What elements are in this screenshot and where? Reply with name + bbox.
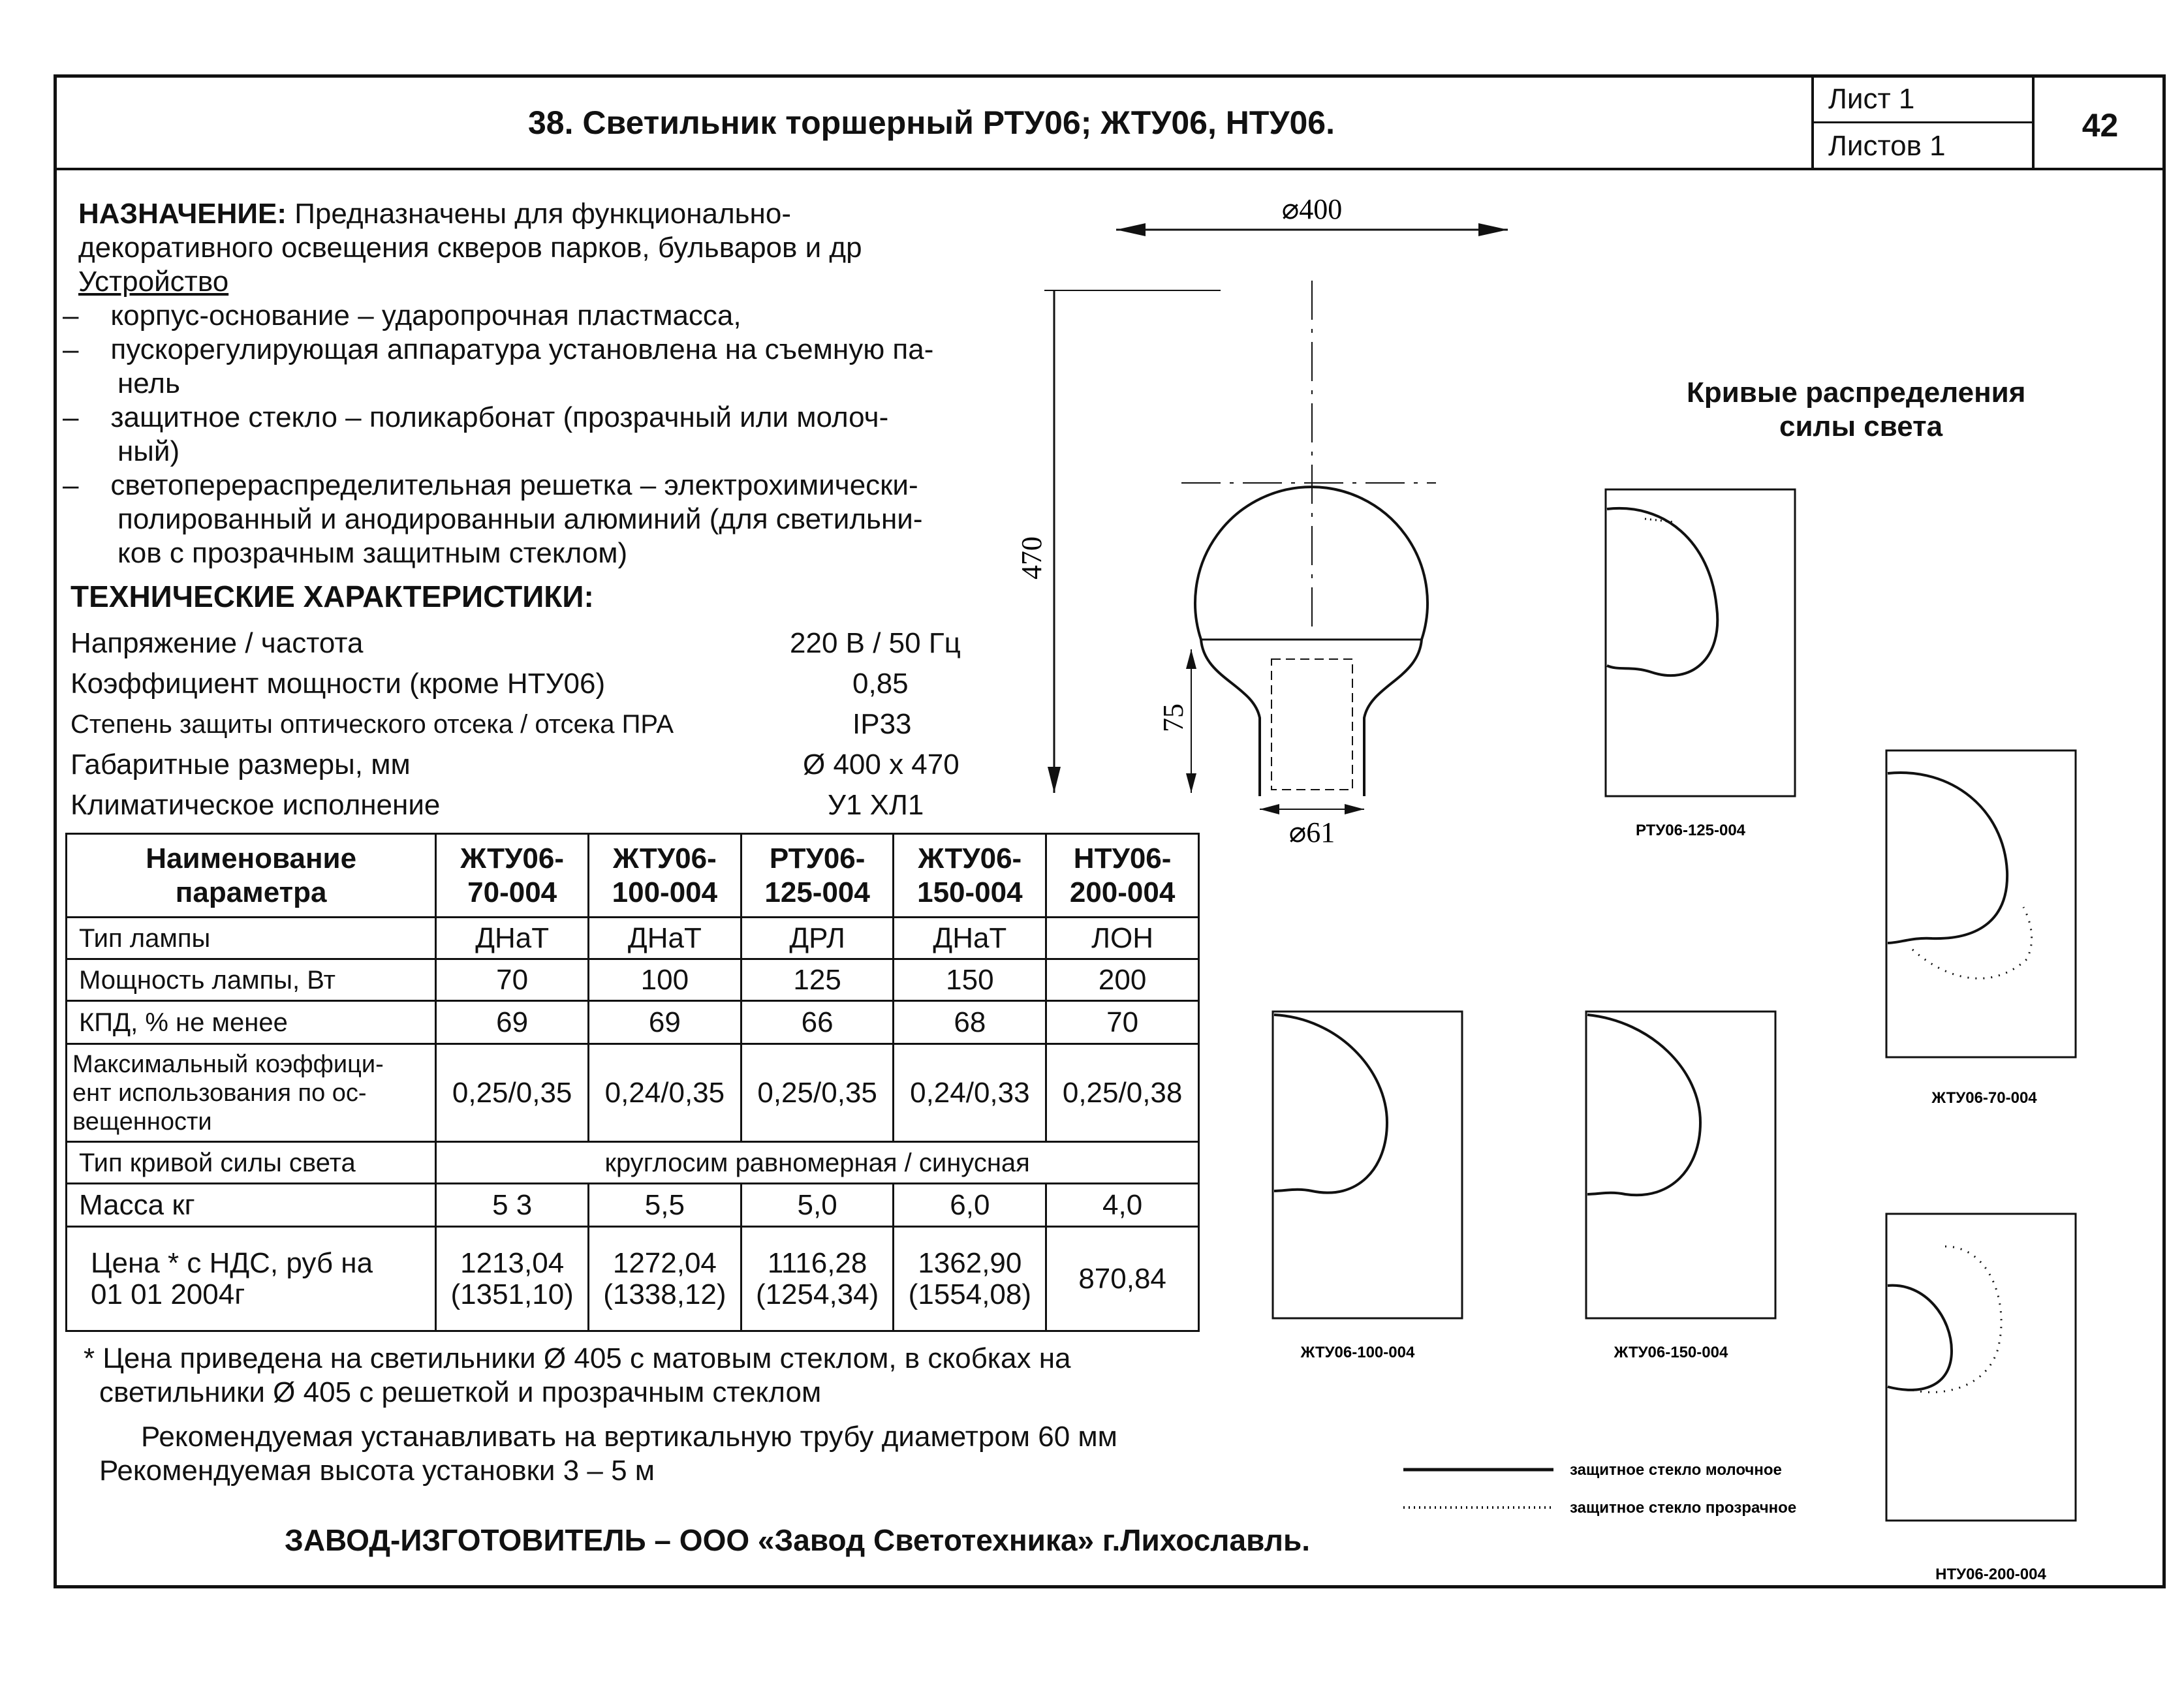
cell: 5 3 [436,1184,589,1227]
chart-zhtu06-100 [1227,992,1514,1377]
page-title: 38. Светильник торшерный РТУ06; ЖТУ06, НТУ06. [527,104,1335,141]
cell: 4,0 [1046,1184,1199,1227]
legend-dotted-label: защитное стекло прозрачное [1570,1499,1797,1517]
spec-value-3: IP33 [852,708,912,740]
purpose-line-1 [78,197,791,231]
table-row [67,1227,1199,1331]
chart-rtu06-125 [1560,470,1847,855]
device-item-3-text: защитное стекло – поликарбонат (прозрачный или молоч- [110,401,889,433]
chart-caption: НТУ06-200-004 [1935,1566,2046,1579]
arrow-neck-up [1186,649,1196,669]
device-item-4-text: светоперераспределительная решетка – электрохимически- [110,469,918,501]
spec-name-4: Габаритные размеры, мм [70,749,411,781]
row-name: Цена * с НДС, руб на 01 01 2004г [67,1227,436,1331]
spec-value-4: Ø 400 x 470 [803,749,959,781]
curves-heading-1: Кривые распределения [1687,377,2026,409]
curves-heading-2: силы света [1779,410,1943,442]
row-name: КПД, % не менее [67,1001,436,1044]
cell: 6,0 [894,1184,1046,1227]
curve-dotted [1912,1246,2001,1392]
purpose-text-2: декоративного освещения скверов парков, бульваров и др [78,232,862,264]
device-item-3: – защитное стекло – поликарбонат (прозрачный или молоч- [63,401,889,433]
cell: 70 [1046,1001,1199,1044]
sheet-label: Лист 1 [1814,78,2032,123]
purpose-text-1: Предназначены для функционально- [294,198,791,230]
luminaire-drawing [1005,183,1527,861]
chart-ntu06-200 [1841,1194,2128,1579]
header-model-4: ЖТУ06- 150-004 [894,834,1046,918]
legend-solid-label: защитное стекло молочное [1570,1461,1782,1479]
table-row [67,959,1199,1001]
cell: ДНаТ [436,918,589,959]
chart-zhtu06-150 [1540,992,1828,1377]
sheet-info-box [1811,78,2032,170]
parameter-table [65,833,1200,1332]
cell: 150 [894,959,1046,1001]
table-row [67,1044,1199,1142]
purpose-label: НАЗНАЧЕНИЕ: [78,198,287,230]
chart-caption: ЖТУ06-100-004 [1300,1344,1415,1361]
curve-solid [1587,1015,1700,1195]
device-item-4: – светоперераспределительная решетка – электрохимически- [63,469,918,501]
chart-frame [1886,1214,2076,1521]
curve-solid [1274,1015,1387,1193]
cell: ЛОН [1046,918,1199,959]
arrow-bottom-left [1260,804,1279,814]
spec-value-5: У1 ХЛ1 [828,789,924,821]
cell: 0,25/0,35 [741,1044,894,1142]
chart-frame [1886,750,2076,1057]
chart-caption: ЖТУ06-70-004 [1931,1089,2037,1107]
arrow-right [1478,223,1508,236]
manufacturer: ЗАВОД-ИЗГОТОВИТЕЛЬ – ООО «Завод Светотехника» г.Лихославль. [285,1523,1311,1557]
spec-name-5: Климатическое исполнение [70,789,441,821]
header-model-1: ЖТУ06- 70-004 [436,834,589,918]
header-param: Наименование параметра [67,834,436,918]
price-note-1: * Цена приведена на светильники Ø 405 с матовым стеклом, в скобках на [84,1342,1071,1374]
curve-dotted [1912,907,2032,978]
dim-top-label: ⌀400 [1281,193,1343,225]
device-item-1-text: корпус-основание – ударопрочная пластмасса, [110,300,741,332]
cell: 1213,04 (1351,10) [436,1227,589,1331]
cell: 69 [436,1001,589,1044]
curve-solid [1888,773,2007,943]
dim-neck-label: 75 [1157,703,1189,732]
dim-bottom-label: ⌀61 [1288,816,1335,848]
spec-name-2: Коэффициент мощности (кроме НТУ06) [70,668,606,700]
device-label: Устройство [78,266,229,298]
mount-note-1: Рекомендуемая устанавливать на вертикальную трубу диаметром 60 мм [141,1421,1117,1453]
chart-frame [1273,1012,1462,1318]
chart-frame [1586,1012,1775,1318]
device-item-3-cont: ный) [117,435,180,467]
cell: 870,84 [1046,1227,1199,1331]
arrow-down [1048,767,1061,793]
device-item-4-cont2: ков с прозрачным защитным стеклом) [117,537,628,569]
cell: 125 [741,959,894,1001]
cell: 200 [1046,959,1199,1001]
arrow-bottom-right [1345,804,1364,814]
curves-legend [1397,1455,1841,1534]
cell: круглосим равномерная / синусная [436,1142,1199,1184]
base-left [1201,640,1260,796]
chart-zhtu06-70 [1841,731,2128,1116]
cell: 0,25/0,38 [1046,1044,1199,1142]
cell: 0,24/0,33 [894,1044,1046,1142]
chart-caption: РТУ06-125-004 [1635,822,1746,839]
cell: 69 [589,1001,741,1044]
mount-note-2: Рекомендуемая высота установки 3 – 5 м [99,1455,655,1487]
cell: 5,5 [589,1184,741,1227]
spec-value-2: 0,85 [852,668,909,700]
cell: 1272,04 (1338,12) [589,1227,741,1331]
spec-value-1: 220 В / 50 Гц [790,627,961,659]
arrow-neck-down [1186,773,1196,793]
table-row [67,1001,1199,1044]
cell: ДРЛ [741,918,894,959]
row-name: Тип лампы [67,918,436,959]
table-row [67,1142,1199,1184]
sheets-count-label: Листов 1 [1828,130,1946,162]
dim-height-label: 470 [1016,536,1048,580]
spec-name-3: Степень защиты оптического отсека / отсека ПРА [70,710,674,739]
curve-solid [1888,1286,1952,1390]
row-name: Максимальный коэффици- ент использования по ос- вещенности [67,1044,436,1142]
cell: 100 [589,959,741,1001]
device-item-1: – корпус-основание – ударопрочная пластмасса, [63,300,741,332]
table-row [67,918,1199,959]
cell: 0,25/0,35 [436,1044,589,1142]
header-model-3: РТУ06- 125-004 [741,834,894,918]
device-item-2-cont: нель [117,367,180,399]
cell: 70 [436,959,589,1001]
device-item-2-text: пускорегулирующая аппаратура установлена на съемную па- [110,333,934,365]
device-item-2: – пускорегулирующая аппаратура установлена на съемную па- [63,333,934,365]
cell: 1116,28 (1254,34) [741,1227,894,1331]
price-note-2: светильники Ø 405 с решеткой и прозрачным стеклом [99,1376,822,1408]
row-name: Масса кг [67,1184,436,1227]
base-right [1364,640,1422,796]
header-model-2: ЖТУ06- 100-004 [589,834,741,918]
device-item-4-cont1: полированный и анодированныи алюминий (для светильни- [117,503,923,535]
cell: ДНаТ [894,918,1046,959]
title-bar [57,78,2162,170]
page-number: 42 [2032,78,2166,170]
table-row [67,1184,1199,1227]
header-model-5: НТУ06- 200-004 [1046,834,1199,918]
curve-solid [1607,508,1717,675]
tube-hidden [1271,659,1352,790]
specs-heading: ТЕХНИЧЕСКИЕ ХАРАКТЕРИСТИКИ: [70,580,594,613]
cell: 66 [741,1001,894,1044]
row-name: Мощность лампы, Вт [67,959,436,1001]
cell: ДНаТ [589,918,741,959]
chart-caption: ЖТУ06-150-004 [1614,1344,1728,1361]
cell: 0,24/0,35 [589,1044,741,1142]
row-name: Тип кривой силы света [67,1142,436,1184]
cell: 1362,90 (1554,08) [894,1227,1046,1331]
arrow-left [1116,223,1146,236]
cell: 68 [894,1001,1046,1044]
cell: 5,0 [741,1184,894,1227]
chart-frame [1606,489,1795,796]
spec-name-1: Напряжение / частота [70,627,364,659]
